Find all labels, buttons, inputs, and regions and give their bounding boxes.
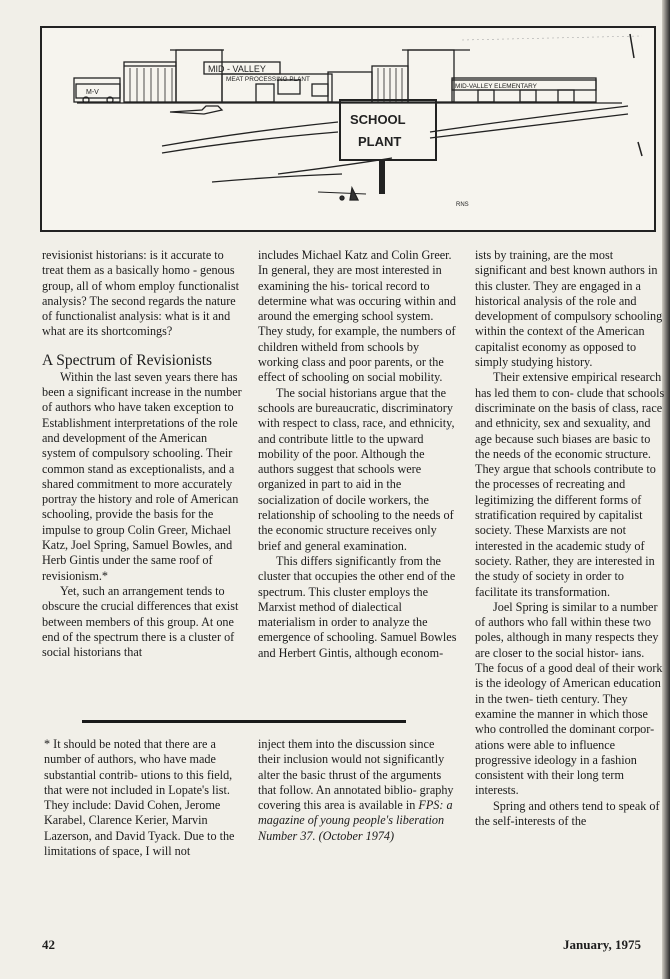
column-2 bbox=[258, 248, 458, 661]
section-heading: A Spectrum of Revisionists bbox=[42, 351, 213, 369]
paragraph: Spring and others tend to speak of the self-interests of the bbox=[475, 798, 660, 828]
paragraph: includes Michael Katz and Colin Greer. In general, they are most interested in examining the his- torical record to determine what was occuring within and around the emerging school system. They study, for example, the numbers of children witheld from schools by working class and poor parents, or the effect of schooling on social mobility. bbox=[258, 248, 456, 385]
footnote-right bbox=[258, 737, 458, 844]
road-sign-school: SCHOOL bbox=[350, 112, 406, 127]
footnote-text: * It should be noted that there are a number of authors, who have made substantial contrib- utions to this field, that were not included in Lopate's list. They include: David Cohen, Jerome Karabel, Clarence Kerier, Marvin Lazerson, and David Tyack. Due to the limitations of space, I will not bbox=[44, 737, 235, 859]
footnote-text: inject them into the discussion since their inclusion would not significantly alter the basic thrust of the arguments that follow. An annotated biblio- graphy covering this area is available in bbox=[258, 737, 454, 813]
page-number: 42 bbox=[42, 937, 55, 952]
illustration-figure bbox=[40, 26, 656, 232]
sign-mid-valley: MID - VALLEY bbox=[208, 64, 266, 74]
paragraph: This differs significantly from the cluster that occupies the other end of the spectrum. This cluster employs the Marxist method of dialectical materialism in order to analyze the emergence of schooling. Samuel Bowles and Herbert Gintis, although econom- bbox=[258, 553, 457, 660]
paragraph: Joel Spring is similar to a number of authors who fall within these two poles, although in many respects they are closer to the social histor- ians. The focus of a good deal of their work is the ideology of American education in the twen- tieth century. They examine the manner in which those who controlled the dominant corpor- ations were able to influence progressive ideology in a fashion consistent with their long term interests. bbox=[475, 599, 663, 798]
footnote-continuation bbox=[258, 737, 458, 844]
road-sign-plant: PLANT bbox=[358, 134, 402, 149]
paragraph: Their extensive empirical research has led them to con- clude that schools discriminate on the basis of class, race and ethnicity, sex and sexuality, and age because such biases are basic to the needs of the economic structure. They argue that schools contribute to the processes of recreating and legitimizing the different forms of stratification required by capitalist society. These Marxists are not interested in the academic study of society. Rather, they are interested in the study of society in order to facilitate its transformation. bbox=[475, 370, 665, 599]
footnote-divider bbox=[82, 720, 406, 723]
paragraph: Within the last seven years there has been a significant increase in the number of authors who have taken exception to Establishment interpretations of the role and development of the American system of compulsory schooling. Their common stand as exceptionalists, and a shared commitment to more accurately portray the history and role of American schooling, provide the basis for the impulse to group Colin Greer, Michael Katz, Joel Spring, Samuel Bowles, and Herb Gintis under the same roof of revisionism.* bbox=[42, 369, 242, 583]
school-plant-drawing bbox=[42, 28, 654, 230]
sign-truck: M-V bbox=[86, 89, 99, 96]
sign-meat-plant: MEAT PROCESSING PLANT bbox=[226, 76, 310, 83]
paragraph: ists by training, are the most significant and best known authors in this cluster. They are engaged in a historical analysis of the role and development of compulsory schooling within the context of the American capitalist economy as opposed to simply studying history. bbox=[475, 248, 663, 370]
footnote-left bbox=[44, 737, 244, 859]
footnote-citation: FPS: a magazine of young people's liberation Number 37. (October 1974) bbox=[258, 798, 453, 843]
issue-date: January, 1975 bbox=[563, 937, 642, 952]
sign-elementary: MID-VALLEY ELEMENTARY bbox=[455, 83, 537, 90]
artist-signature: RNS bbox=[456, 202, 469, 208]
column-3 bbox=[475, 248, 665, 829]
paragraph: Yet, such an arrangement tends to obscure the crucial differences that exist between members of this group. At one end of the spectrum there is a cluster of social historians that bbox=[42, 583, 239, 660]
paragraph: The social historians argue that the schools are bureaucratic, discriminatory with respect to class, race, and ethnicity, and contribute little to the upward mobility of the poor. Although the authors suggest that schools were organized in part to aid in the socialization of docile workers, the relationship of schooling to the needs of the economic structure receives only brief and general examination. bbox=[258, 385, 455, 553]
paragraph: revisionist historians: is it accurate to treat them as a basically homo - genous group, all of whom employ functionalist analysis? The second regards the nature of functionalist analysis: what is it and what are its shortcomings? bbox=[42, 248, 239, 339]
column-1 bbox=[42, 248, 242, 660]
